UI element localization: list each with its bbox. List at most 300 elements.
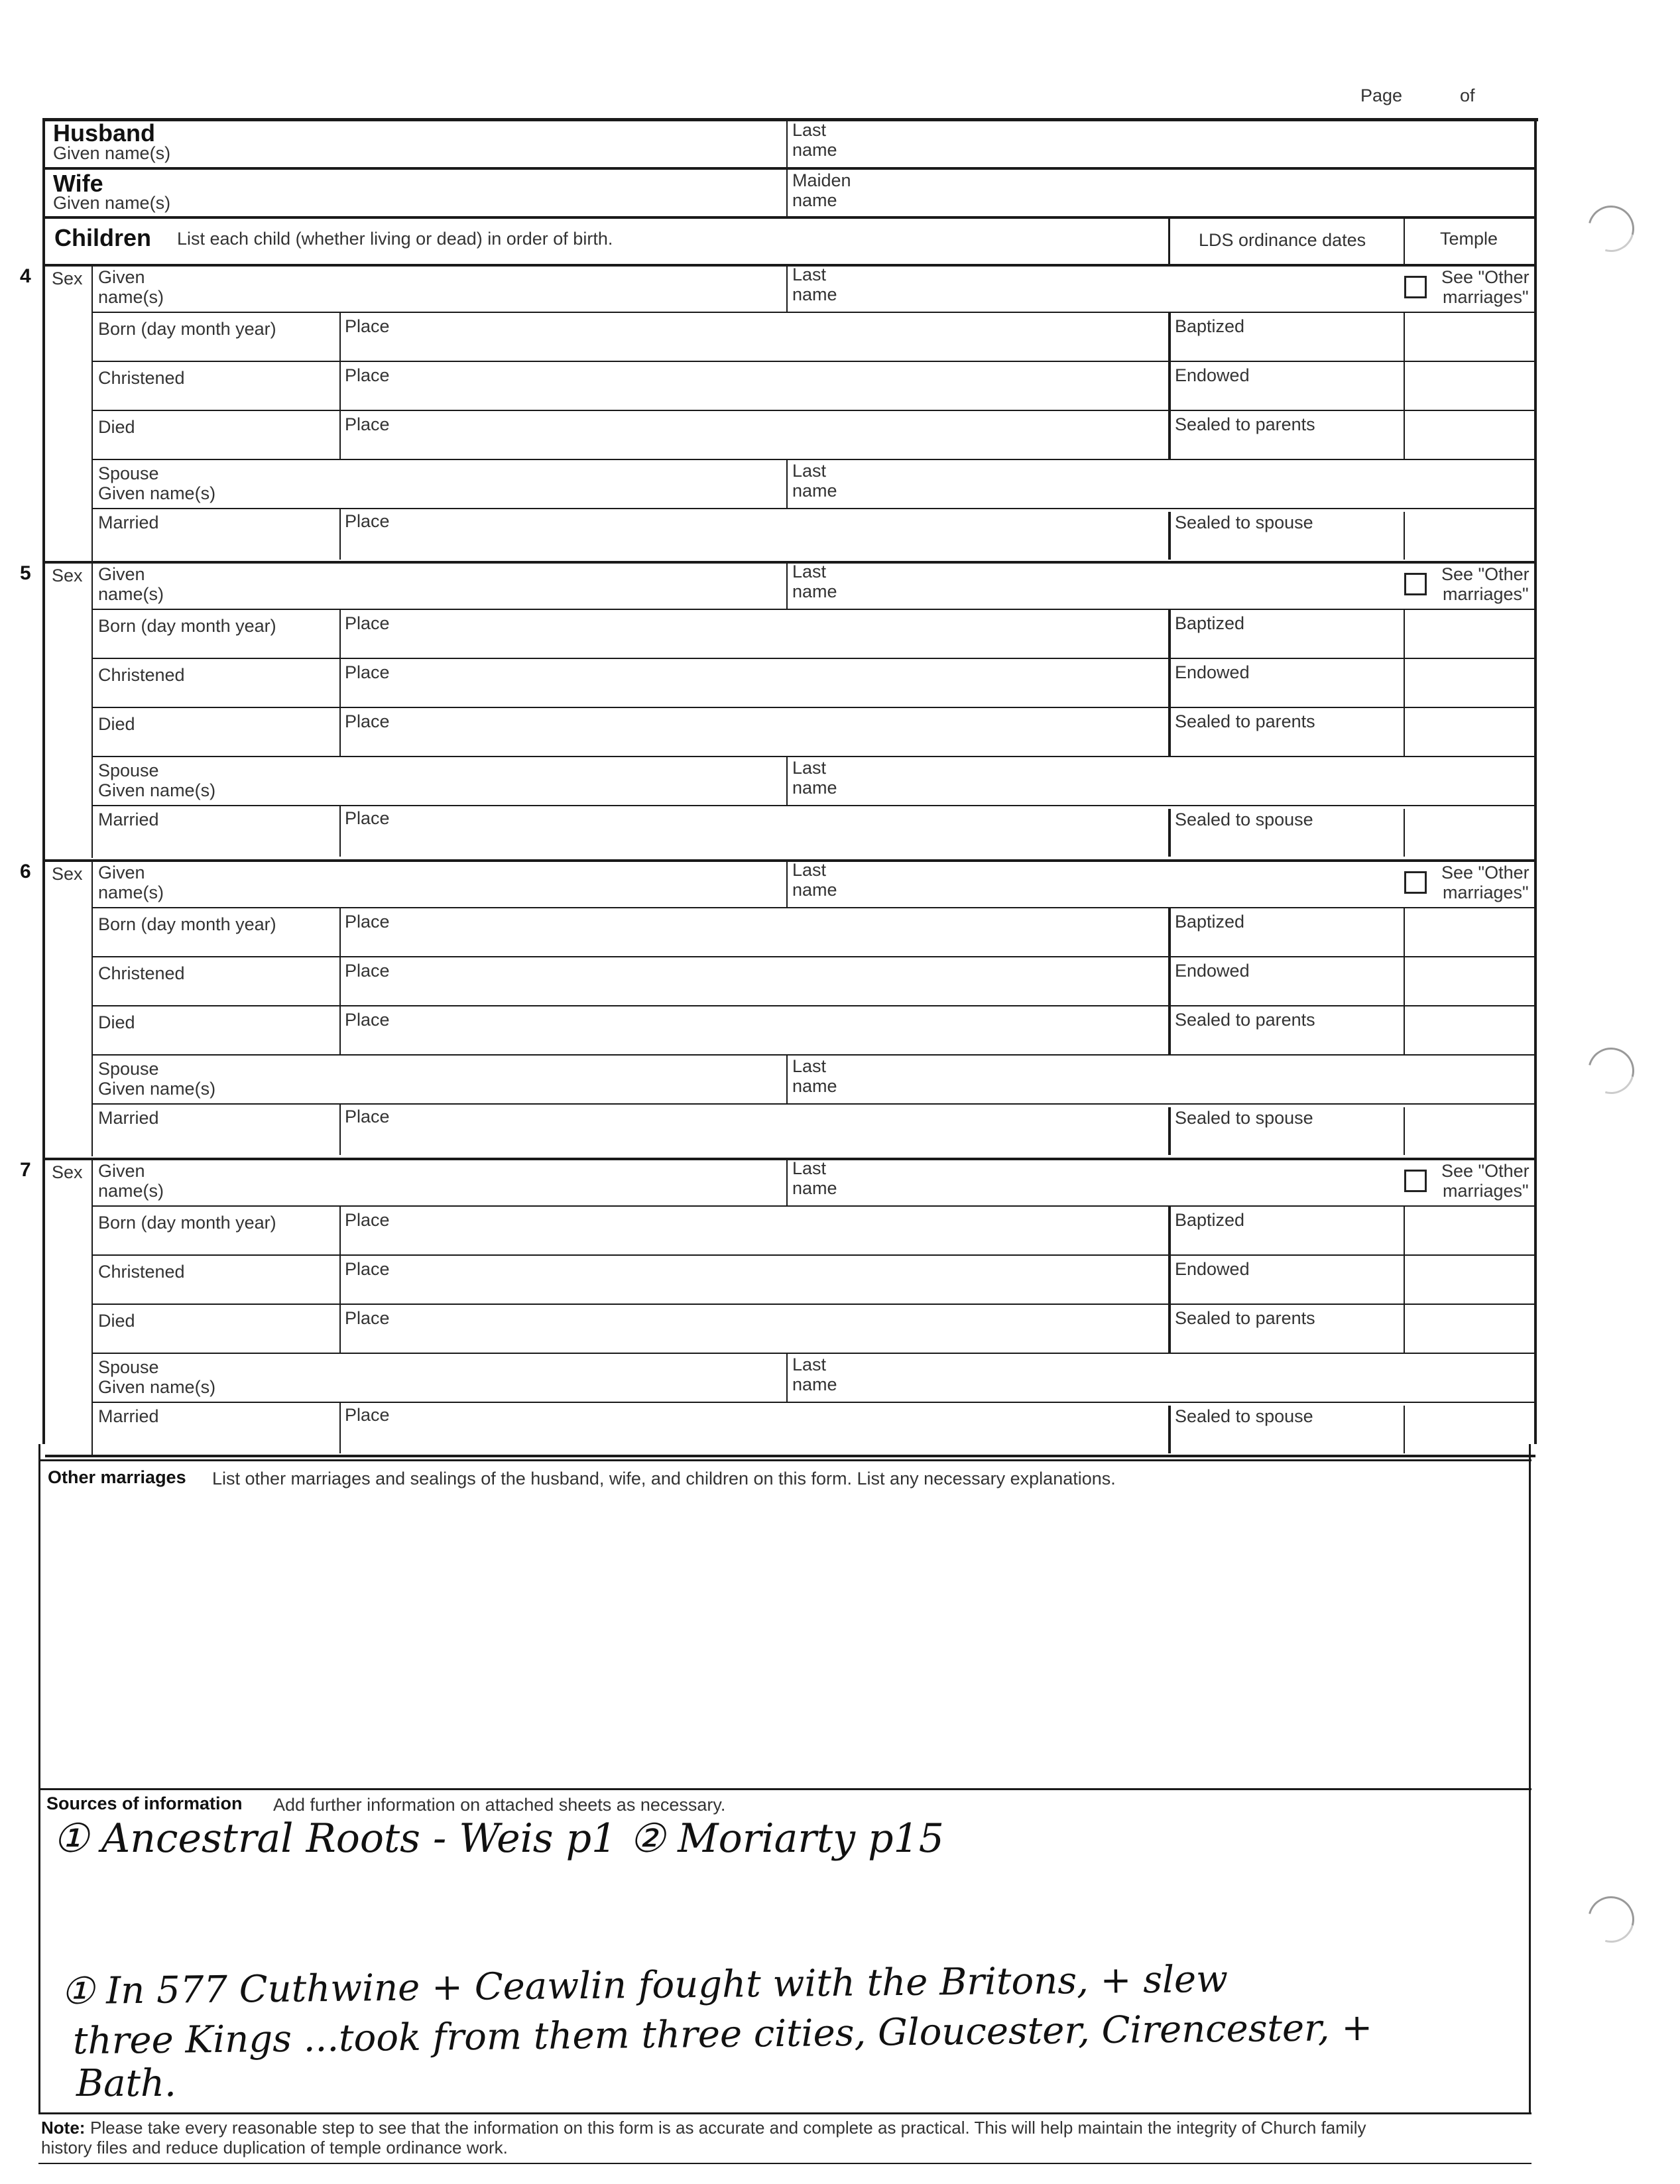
see-other-marriages-label: marriages" <box>1443 1181 1529 1201</box>
last-name-label: name <box>792 284 837 304</box>
born-place-divider <box>339 313 341 361</box>
spouse-label: Spouse <box>98 1357 159 1377</box>
spouse-last-label: Last <box>792 758 827 778</box>
child-last-field[interactable] <box>888 269 1392 308</box>
born-temple-field[interactable] <box>1409 914 1531 952</box>
died-place-field[interactable] <box>398 1012 1160 1050</box>
given-last-divider <box>786 1158 788 1205</box>
given-label: Given <box>98 564 145 584</box>
child-top-rule <box>45 859 1535 862</box>
married-temple-divider <box>1404 1107 1405 1155</box>
born-temple-divider <box>1404 908 1405 956</box>
row-rule <box>91 1353 1535 1354</box>
child-given-field[interactable] <box>199 1163 776 1201</box>
frame-left-upper <box>42 118 45 1444</box>
wife-name-label: name <box>792 190 837 210</box>
spouse-last-divider <box>786 460 788 508</box>
christened-label: Christened <box>98 963 185 983</box>
died-temple-divider <box>1404 708 1405 756</box>
spouse-last-label: Last <box>792 461 827 481</box>
married-date-field[interactable] <box>199 1111 335 1150</box>
temple-label: Temple <box>1440 229 1498 249</box>
married-ordinance-divider <box>1168 1406 1171 1453</box>
given-last-divider <box>786 859 788 907</box>
see-other-marriages-checkbox[interactable] <box>1404 1170 1427 1192</box>
christened-place-divider <box>339 362 341 410</box>
temple-divider <box>1404 219 1405 264</box>
frame-right-upper <box>1534 118 1537 1444</box>
died-place-divider <box>339 411 341 459</box>
christened-place-label: Place <box>345 365 390 385</box>
christened-date-field[interactable] <box>259 1261 335 1300</box>
child-number: 7 <box>20 1159 31 1181</box>
died-ordinance-divider <box>1168 411 1171 459</box>
born-place-divider <box>339 610 341 658</box>
sex-column-rule <box>91 859 93 1156</box>
married-ordinance-divider <box>1168 809 1171 857</box>
born-ordinance-divider <box>1168 908 1171 956</box>
row-rule <box>91 707 1535 708</box>
christened-place-divider <box>339 659 341 707</box>
born-date-field[interactable] <box>259 318 335 357</box>
christened-place-label: Place <box>345 662 390 682</box>
married-place-field[interactable] <box>398 516 1160 554</box>
died-place-divider <box>339 708 341 756</box>
born-temple-divider <box>1404 610 1405 658</box>
binder-hole-bottom <box>1579 1888 1643 1951</box>
binder-hole-top <box>1579 197 1643 261</box>
see-other-label: See "Other <box>1441 267 1530 287</box>
christened-place-divider <box>339 957 341 1005</box>
spouse-last-name-label: name <box>792 481 837 501</box>
sex-field[interactable] <box>48 892 89 1151</box>
wife-divider <box>786 168 788 216</box>
see-other-label: See "Other <box>1441 564 1530 584</box>
see-other-marriages-label: marriages" <box>1443 882 1529 902</box>
died-place-divider <box>339 1006 341 1054</box>
child-top-rule <box>45 1158 1535 1160</box>
born-temple-field[interactable] <box>1409 615 1531 654</box>
sources-handwritten-line-3: three Kings ...took from them three cities, Gloucester, Cirencester, + <box>72 2006 1373 2063</box>
see-other-label: See "Other <box>1441 1161 1530 1181</box>
child-number: 6 <box>20 861 31 882</box>
christened-place-field[interactable] <box>398 367 1160 406</box>
husband-divider <box>786 119 788 167</box>
page-label: Page <box>1360 86 1403 105</box>
christened-ordinance-divider <box>1168 659 1171 707</box>
row-rule <box>91 609 1535 610</box>
child-number: 5 <box>20 562 31 584</box>
row-rule <box>91 1005 1535 1006</box>
died-ordinance-divider <box>1168 1305 1171 1353</box>
given-name-label: name(s) <box>98 584 164 604</box>
other-marriages-field[interactable] <box>48 1498 1520 1777</box>
sealed-to-spouse-label: Sealed to spouse <box>1175 513 1313 532</box>
children-title: Children <box>54 224 152 251</box>
born-ordinance-label: Baptized <box>1175 613 1245 633</box>
child-last-field[interactable] <box>888 865 1392 903</box>
died-place-label: Place <box>345 1010 390 1030</box>
spouse-last-field[interactable] <box>888 465 1525 504</box>
of-label: of <box>1460 86 1475 105</box>
born-place-field[interactable] <box>398 914 1160 952</box>
christened-label: Christened <box>98 368 185 388</box>
christened-temple-field[interactable] <box>1409 367 1531 406</box>
christened-date-field[interactable] <box>259 367 335 406</box>
christened-temple-field[interactable] <box>1409 963 1531 1001</box>
married-temple-field[interactable] <box>1409 1111 1531 1150</box>
born-date-field[interactable] <box>259 615 335 654</box>
given-last-divider <box>786 561 788 609</box>
born-ordinance-label: Baptized <box>1175 1210 1245 1230</box>
christened-date-field[interactable] <box>259 664 335 703</box>
other-marriages-title: Other marriages <box>48 1467 186 1487</box>
wife-given-field[interactable] <box>199 176 776 212</box>
wife-title: Wife <box>53 170 103 197</box>
christened-temple-divider <box>1404 1256 1405 1304</box>
sources-handwritten-line-4: Bath. <box>76 2062 176 2105</box>
died-temple-field[interactable] <box>1409 713 1531 752</box>
christened-place-field[interactable] <box>398 1261 1160 1300</box>
child-given-field[interactable] <box>199 865 776 903</box>
born-temple-divider <box>1404 313 1405 361</box>
child-given-field[interactable] <box>199 269 776 308</box>
spouse-label: Spouse <box>98 760 159 780</box>
spouse-last-name-label: name <box>792 1076 837 1096</box>
spouse-given-label: Given name(s) <box>98 780 216 800</box>
husband-title: Husband <box>53 119 156 147</box>
christened-place-label: Place <box>345 961 390 981</box>
husband-last-field[interactable] <box>888 126 1525 162</box>
married-place-field[interactable] <box>398 813 1160 851</box>
spouse-label: Spouse <box>98 463 159 483</box>
other-marriages-top-rule <box>38 1459 1531 1461</box>
married-place-field[interactable] <box>398 1410 1160 1448</box>
spouse-last-name-label: name <box>792 778 837 798</box>
christened-place-divider <box>339 1256 341 1304</box>
sex-field[interactable] <box>48 594 89 853</box>
given-label: Given <box>98 863 145 882</box>
died-place-field[interactable] <box>398 416 1160 455</box>
note-bottom-rule <box>38 2163 1531 2164</box>
spouse-given-field[interactable] <box>265 465 776 504</box>
christened-place-label: Place <box>345 1259 390 1279</box>
spouse-last-field[interactable] <box>888 1061 1525 1099</box>
see-other-marriages-checkbox[interactable] <box>1404 573 1427 595</box>
spouse-last-label: Last <box>792 1355 827 1374</box>
note-title: Note: <box>41 2118 86 2138</box>
child-top-rule <box>45 264 1535 267</box>
died-label: Died <box>98 1012 135 1032</box>
died-temple-field[interactable] <box>1409 416 1531 455</box>
born-place-divider <box>339 1207 341 1254</box>
died-label: Died <box>98 1311 135 1331</box>
row-rule <box>91 1205 1535 1207</box>
frame-top <box>42 118 1538 121</box>
born-place-label: Place <box>345 1210 390 1230</box>
children-instruction: List each child (whether living or dead) in order of birth. <box>177 229 613 249</box>
sources-instruction: Add further information on attached sheets as necessary. <box>273 1795 726 1815</box>
row-rule <box>91 756 1535 757</box>
row-rule <box>91 459 1535 460</box>
married-label: Married <box>98 513 159 532</box>
born-temple-field[interactable] <box>1409 318 1531 357</box>
christened-place-field[interactable] <box>398 664 1160 703</box>
died-place-label: Place <box>345 1308 390 1328</box>
christened-ordinance-label: Endowed <box>1175 1259 1250 1279</box>
died-place-field[interactable] <box>398 713 1160 752</box>
spouse-given-field[interactable] <box>265 1359 776 1398</box>
died-ordinance-label: Sealed to parents <box>1175 414 1315 434</box>
sealed-to-spouse-label: Sealed to spouse <box>1175 1108 1313 1128</box>
married-place-divider <box>339 806 341 857</box>
children-bottom-rule <box>45 1455 1535 1457</box>
spouse-last-divider <box>786 757 788 805</box>
died-ordinance-label: Sealed to parents <box>1175 1010 1315 1030</box>
died-ordinance-label: Sealed to parents <box>1175 711 1315 731</box>
row-rule <box>91 805 1535 806</box>
married-temple-divider <box>1404 1406 1405 1453</box>
born-place-field[interactable] <box>398 1212 1160 1250</box>
died-temple-divider <box>1404 411 1405 459</box>
born-temple-field[interactable] <box>1409 1212 1531 1250</box>
wife-maiden-field[interactable] <box>888 176 1525 212</box>
married-date-field[interactable] <box>199 1410 335 1448</box>
child-last-field[interactable] <box>888 1163 1392 1201</box>
lds-divider <box>1168 219 1170 264</box>
died-ordinance-divider <box>1168 1006 1171 1054</box>
died-place-label: Place <box>345 711 390 731</box>
christened-temple-divider <box>1404 957 1405 1005</box>
died-label: Died <box>98 714 135 734</box>
last-name-label: name <box>792 1178 837 1198</box>
sources-title: Sources of information <box>46 1793 243 1813</box>
last-name-label: name <box>792 581 837 601</box>
spouse-given-label: Given name(s) <box>98 1377 216 1397</box>
given-name-label: name(s) <box>98 1181 164 1201</box>
born-date-field[interactable] <box>259 1212 335 1250</box>
last-label: Last <box>792 265 827 284</box>
husband-bottom-rule <box>42 167 1537 170</box>
see-other-marriages-checkbox[interactable] <box>1404 276 1427 298</box>
row-rule <box>91 1254 1535 1256</box>
born-ordinance-label: Baptized <box>1175 316 1245 336</box>
row-rule <box>91 658 1535 659</box>
sex-column-rule <box>91 264 93 561</box>
see-other-marriages-label: marriages" <box>1443 584 1529 604</box>
frame-right-lower <box>1529 1444 1531 2114</box>
spouse-last-label: Last <box>792 1056 827 1076</box>
sources-top-rule <box>38 1788 1531 1790</box>
born-date-field[interactable] <box>259 914 335 952</box>
row-rule <box>91 907 1535 908</box>
spouse-label: Spouse <box>98 1059 159 1079</box>
spouse-given-field[interactable] <box>265 1061 776 1099</box>
wife-bottom-rule <box>42 216 1537 219</box>
last-name-label: name <box>792 880 837 900</box>
married-date-field[interactable] <box>199 813 335 851</box>
see-other-marriages-label: marriages" <box>1443 287 1529 307</box>
christened-place-field[interactable] <box>398 963 1160 1001</box>
married-label: Married <box>98 810 159 829</box>
sealed-to-spouse-label: Sealed to spouse <box>1175 810 1313 829</box>
born-ordinance-divider <box>1168 610 1171 658</box>
given-label: Given <box>98 267 145 287</box>
born-label: Born (day month year) <box>98 319 276 339</box>
husband-name-label: name <box>792 140 837 160</box>
sex-label: Sex <box>52 269 83 288</box>
born-place-field[interactable] <box>398 318 1160 357</box>
born-place-label: Place <box>345 912 390 932</box>
born-place-label: Place <box>345 316 390 336</box>
sex-label: Sex <box>52 864 83 884</box>
died-place-label: Place <box>345 414 390 434</box>
child-given-field[interactable] <box>199 566 776 605</box>
row-rule <box>91 1402 1535 1403</box>
died-date-field[interactable] <box>259 713 335 752</box>
row-rule <box>91 956 1535 957</box>
sources-handwritten-line-1: ① Ancestral Roots - Weis p1 ② Moriarty p15 <box>53 1815 944 1862</box>
married-place-label: Place <box>345 511 390 531</box>
died-temple-divider <box>1404 1305 1405 1353</box>
spouse-last-name-label: name <box>792 1374 837 1394</box>
born-place-divider <box>339 908 341 956</box>
born-place-label: Place <box>345 613 390 633</box>
born-label: Born (day month year) <box>98 616 276 636</box>
born-ordinance-divider <box>1168 1207 1171 1254</box>
married-temple-divider <box>1404 809 1405 857</box>
married-place-label: Place <box>345 808 390 828</box>
given-name-label: name(s) <box>98 287 164 307</box>
row-rule <box>91 361 1535 362</box>
row-rule <box>91 312 1535 313</box>
christened-ordinance-label: Endowed <box>1175 961 1250 981</box>
married-place-label: Place <box>345 1107 390 1126</box>
christened-ordinance-divider <box>1168 957 1171 1005</box>
married-place-label: Place <box>345 1405 390 1425</box>
spouse-last-divider <box>786 1056 788 1103</box>
married-ordinance-divider <box>1168 512 1171 560</box>
spouse-last-divider <box>786 1354 788 1402</box>
died-temple-divider <box>1404 1006 1405 1054</box>
given-name-label: name(s) <box>98 882 164 902</box>
spouse-given-field[interactable] <box>265 762 776 801</box>
married-temple-field[interactable] <box>1409 516 1531 554</box>
christened-temple-field[interactable] <box>1409 664 1531 703</box>
married-place-divider <box>339 1403 341 1453</box>
sex-column-rule <box>91 1158 93 1455</box>
spouse-last-field[interactable] <box>888 1359 1525 1398</box>
married-label: Married <box>98 1108 159 1128</box>
note-line-1: Please take every reasonable step to see that the information on this form is as accurate and complete as practical. This will help maintain the integrity of Church family <box>90 2118 1366 2138</box>
given-last-divider <box>786 264 788 312</box>
child-last-field[interactable] <box>888 566 1392 605</box>
row-rule <box>91 1054 1535 1056</box>
died-temple-field[interactable] <box>1409 1012 1531 1050</box>
child-number: 4 <box>20 265 31 287</box>
row-rule <box>91 1103 1535 1105</box>
christened-temple-divider <box>1404 659 1405 707</box>
born-place-field[interactable] <box>398 615 1160 654</box>
christened-label: Christened <box>98 1262 185 1282</box>
died-place-divider <box>339 1305 341 1353</box>
married-place-divider <box>339 1105 341 1155</box>
died-date-field[interactable] <box>259 1310 335 1349</box>
row-rule <box>91 508 1535 509</box>
frame-left-lower <box>38 1444 40 2114</box>
married-label: Married <box>98 1406 159 1426</box>
died-ordinance-divider <box>1168 708 1171 756</box>
died-date-field[interactable] <box>259 416 335 455</box>
sex-column-rule <box>91 561 93 858</box>
given-label: Given <box>98 1161 145 1181</box>
sex-field[interactable] <box>48 297 89 556</box>
christened-ordinance-divider <box>1168 1256 1171 1304</box>
born-ordinance-divider <box>1168 313 1171 361</box>
born-ordinance-label: Baptized <box>1175 912 1245 932</box>
married-place-divider <box>339 509 341 560</box>
christened-temple-divider <box>1404 362 1405 410</box>
spouse-given-label: Given name(s) <box>98 483 216 503</box>
married-temple-field[interactable] <box>1409 813 1531 851</box>
born-label: Born (day month year) <box>98 1213 276 1233</box>
married-ordinance-divider <box>1168 1107 1171 1155</box>
lds-ordinance-label: LDS ordinance dates <box>1199 230 1366 250</box>
christened-label: Christened <box>98 665 185 685</box>
other-marriages-instruction: List other marriages and sealings of the husband, wife, and children on this form. List any necessary explanations. <box>212 1469 1116 1488</box>
died-label: Died <box>98 417 135 437</box>
christened-temple-field[interactable] <box>1409 1261 1531 1300</box>
husband-given-field[interactable] <box>199 126 776 162</box>
binder-hole-middle <box>1579 1039 1643 1103</box>
married-place-field[interactable] <box>398 1111 1160 1150</box>
born-temple-divider <box>1404 1207 1405 1254</box>
born-label: Born (day month year) <box>98 914 276 934</box>
died-place-field[interactable] <box>398 1310 1160 1349</box>
christened-ordinance-label: Endowed <box>1175 662 1250 682</box>
husband-given-label: Given name(s) <box>53 143 171 163</box>
married-temple-field[interactable] <box>1409 1410 1531 1448</box>
married-date-field[interactable] <box>199 516 335 554</box>
sources-handwritten-line-2: ① In 577 Cuthwine + Ceawlin fought with the Britons, + slew <box>60 1957 1229 2014</box>
spouse-last-field[interactable] <box>888 762 1525 801</box>
husband-last-label: Last <box>792 120 827 140</box>
row-rule <box>91 410 1535 411</box>
sex-field[interactable] <box>48 1191 89 1449</box>
last-label: Last <box>792 562 827 581</box>
see-other-label: See "Other <box>1441 863 1530 882</box>
died-date-field[interactable] <box>259 1012 335 1050</box>
married-temple-divider <box>1404 512 1405 560</box>
child-top-rule <box>45 561 1535 564</box>
died-temple-field[interactable] <box>1409 1310 1531 1349</box>
last-label: Last <box>792 860 827 880</box>
sealed-to-spouse-label: Sealed to spouse <box>1175 1406 1313 1426</box>
last-label: Last <box>792 1158 827 1178</box>
christened-ordinance-label: Endowed <box>1175 365 1250 385</box>
spouse-given-label: Given name(s) <box>98 1079 216 1099</box>
christened-ordinance-divider <box>1168 362 1171 410</box>
wife-maiden-label: Maiden <box>792 170 851 190</box>
row-rule <box>91 1304 1535 1305</box>
see-other-marriages-checkbox[interactable] <box>1404 871 1427 894</box>
note-top-rule <box>38 2112 1531 2114</box>
sex-label: Sex <box>52 1162 83 1182</box>
note-line-2: history files and reduce duplication of temple ordinance work. <box>41 2138 508 2157</box>
wife-given-label: Given name(s) <box>53 193 171 213</box>
died-ordinance-label: Sealed to parents <box>1175 1308 1315 1328</box>
christened-date-field[interactable] <box>259 963 335 1001</box>
